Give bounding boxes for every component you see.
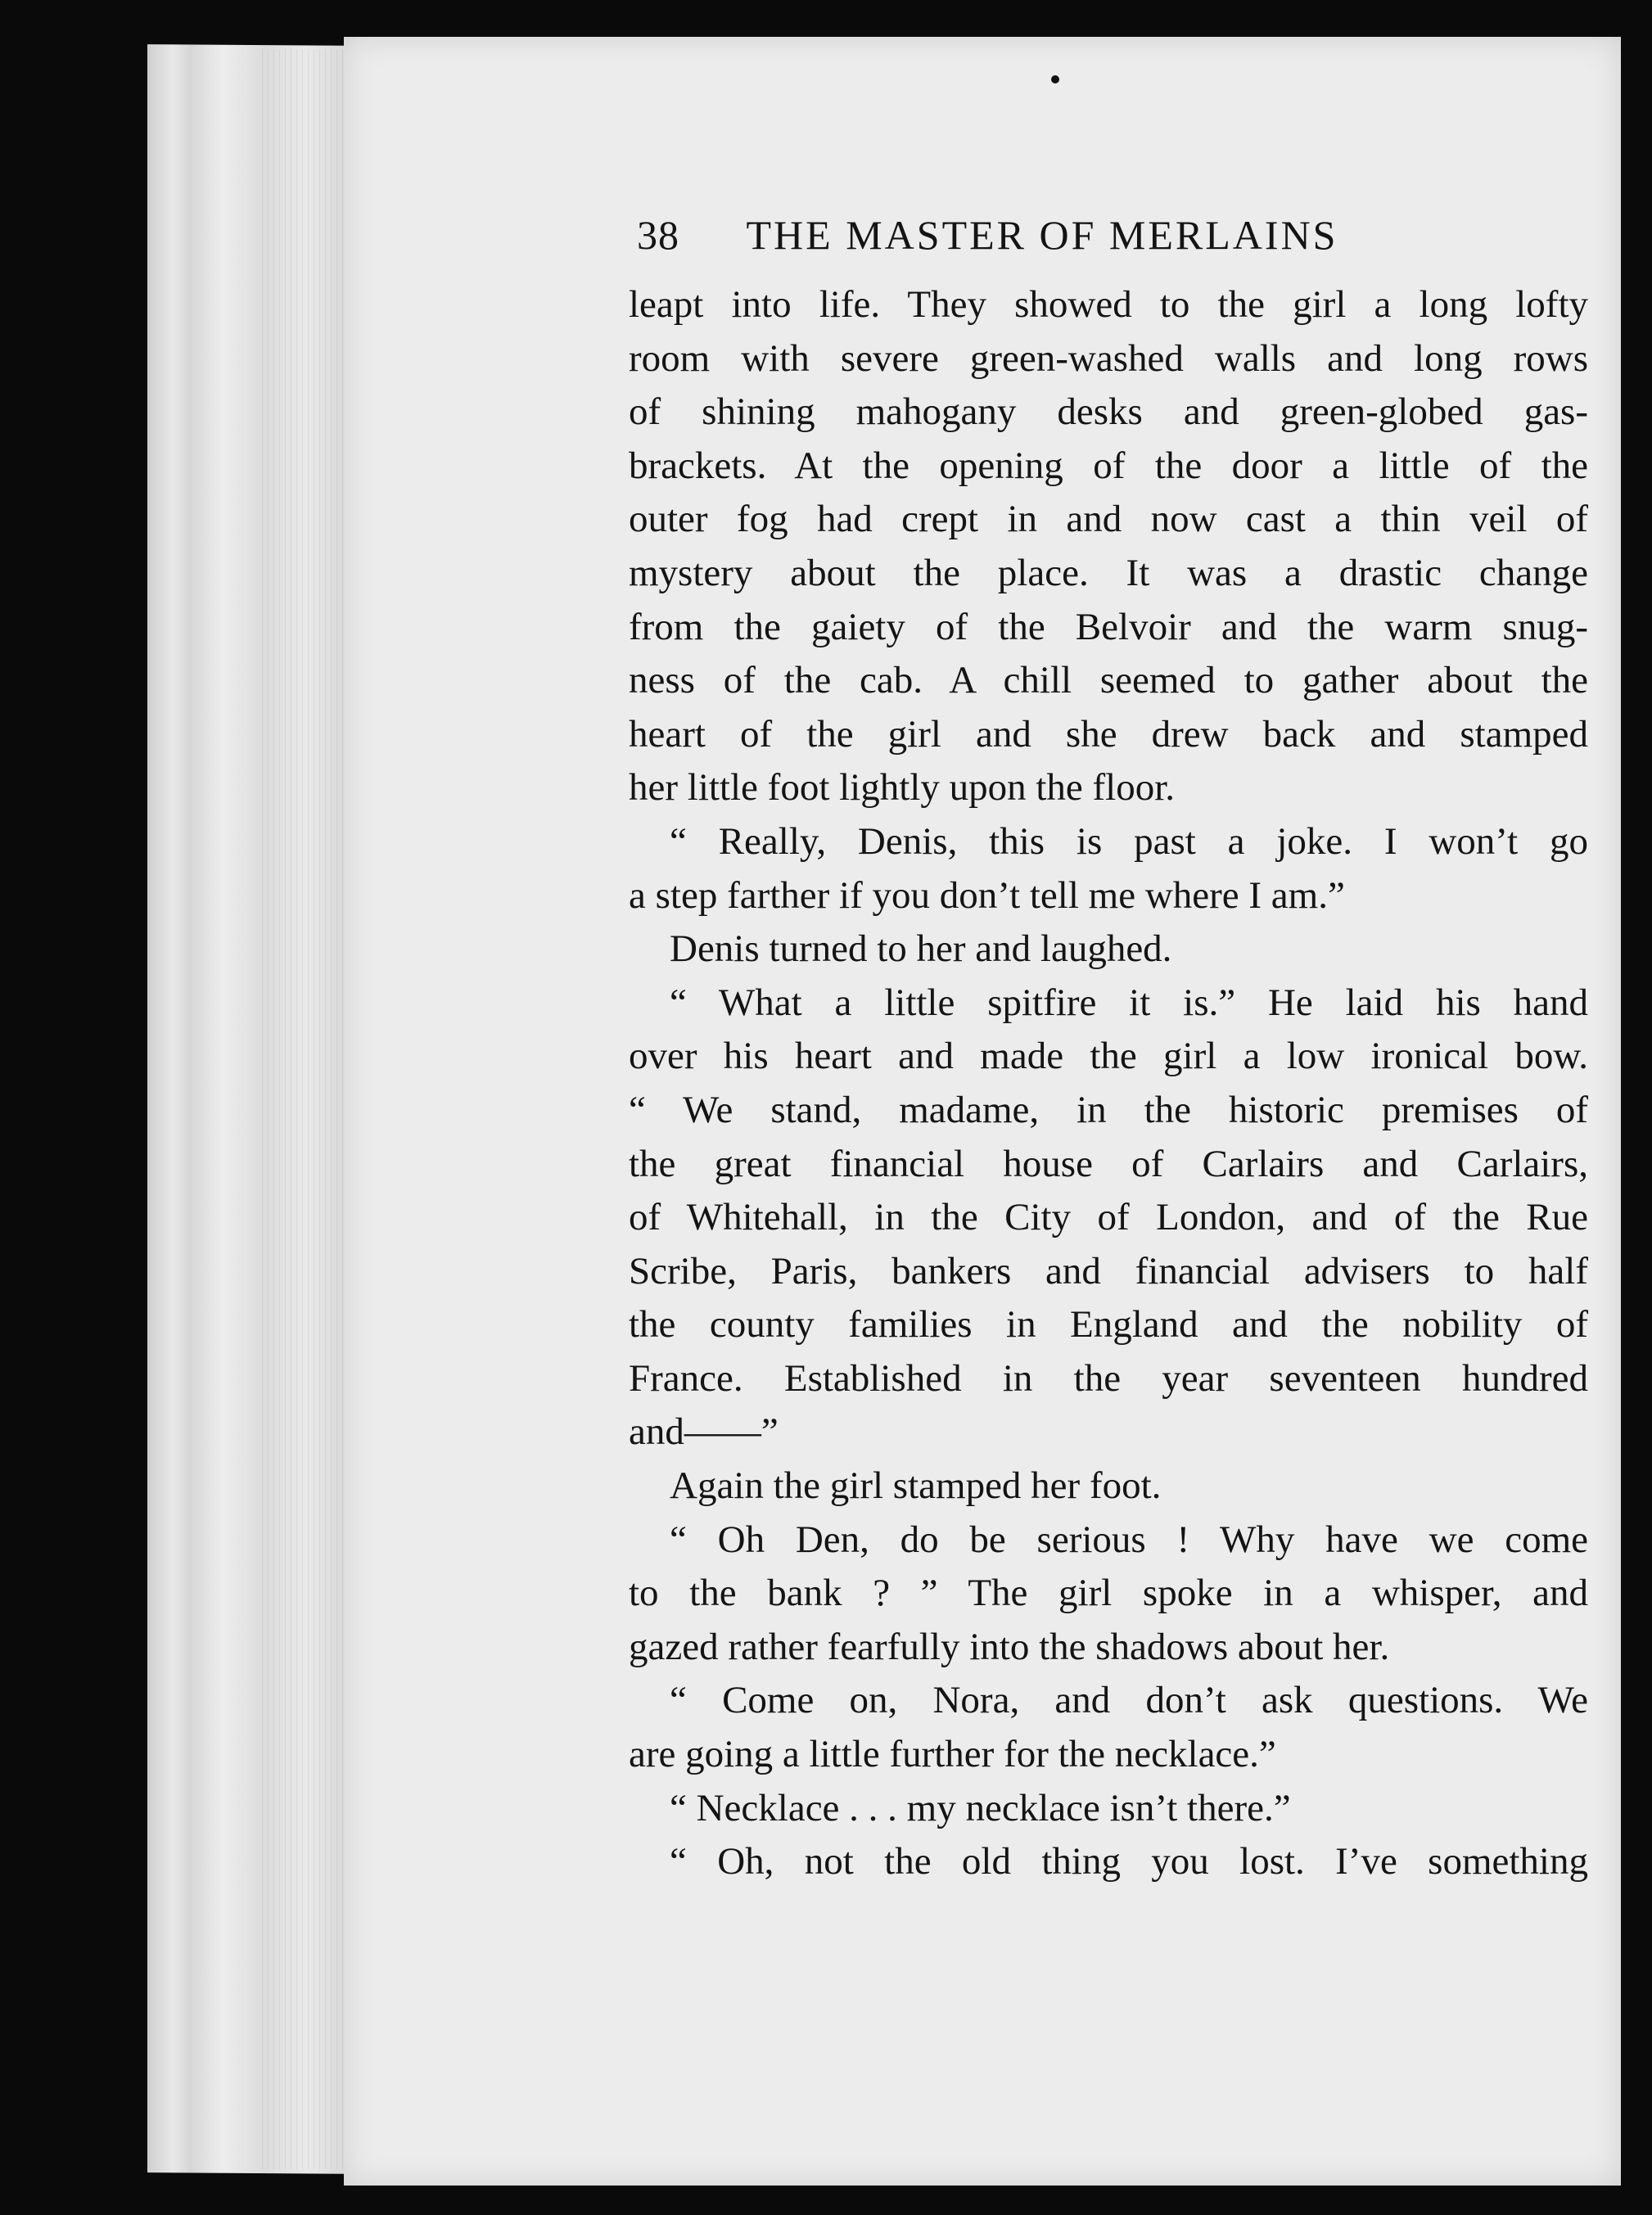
- text-line: “ Necklace . . . my necklace isn’t there.”: [670, 1786, 1291, 1829]
- text-line: over his heart and made the girl a low ironical bow.: [629, 1035, 1588, 1078]
- text-line: Denis turned to her and laughed.: [670, 927, 1172, 971]
- text-line: “ Come on, Nora, and don’t ask questions. We: [670, 1679, 1588, 1722]
- text-line: gazed rather fearfully into the shadows about her.: [629, 1625, 1390, 1668]
- page-header: [637, 211, 1611, 259]
- text-line: “ Oh Den, do be serious ! Why have we come: [670, 1518, 1588, 1561]
- text-line: leapt into life. They showed to the girl a long lofty: [629, 283, 1588, 326]
- text-line: ness of the cab. A chill seemed to gather about the: [629, 659, 1588, 702]
- text-line: brackets. At the opening of the door a little of the: [629, 444, 1588, 487]
- ink-dot: [1051, 75, 1059, 83]
- text-line: Again the girl stamped her foot.: [670, 1464, 1162, 1508]
- text-line: from the gaiety of the Belvoir and the warm snug-: [629, 605, 1588, 648]
- text-line: Scribe, Paris, bankers and financial advisers to half: [629, 1249, 1588, 1292]
- text-line: “ Oh, not the old thing you lost. I’ve something: [670, 1840, 1588, 1883]
- text-line: a step farther if you don’t tell me where I am.”: [629, 873, 1345, 917]
- page-number: 38: [637, 212, 679, 258]
- text-line: heart of the girl and she drew back and stamped: [629, 712, 1588, 756]
- text-line: “ What a little spitfire it is.” He laid his hand: [670, 981, 1588, 1024]
- text-line: are going a little further for the necklace.”: [629, 1733, 1276, 1776]
- text-line: her little foot lightly upon the floor.: [629, 766, 1176, 810]
- text-line: of Whitehall, in the City of London, and of the Rue: [629, 1196, 1588, 1239]
- text-line: the great financial house of Carlairs and Carlairs,: [629, 1142, 1588, 1185]
- text-line: outer fog had crept in and now cast a thin veil of: [629, 498, 1588, 541]
- body-text: [629, 278, 1588, 1889]
- text-line: and——”: [629, 1410, 779, 1454]
- text-line: France. Established in the year seventeen hundred: [629, 1356, 1588, 1400]
- text-line: of shining mahogany desks and green-globed gas-: [629, 390, 1588, 434]
- text-line: “ We stand, madame, in the historic premises of: [629, 1088, 1588, 1131]
- text-line: room with severe green-washed walls and long rows: [629, 336, 1588, 380]
- text-line: to the bank ? ” The girl spoke in a whisper, and: [629, 1572, 1588, 1615]
- text-line: the county families in England and the nobility of: [629, 1303, 1588, 1347]
- text-line: “ Really, Denis, this is past a joke. I won’t go: [670, 819, 1588, 863]
- text-line: mystery about the place. It was a drastic change: [629, 551, 1588, 594]
- running-title: THE MASTER OF MERLAINS: [746, 212, 1338, 258]
